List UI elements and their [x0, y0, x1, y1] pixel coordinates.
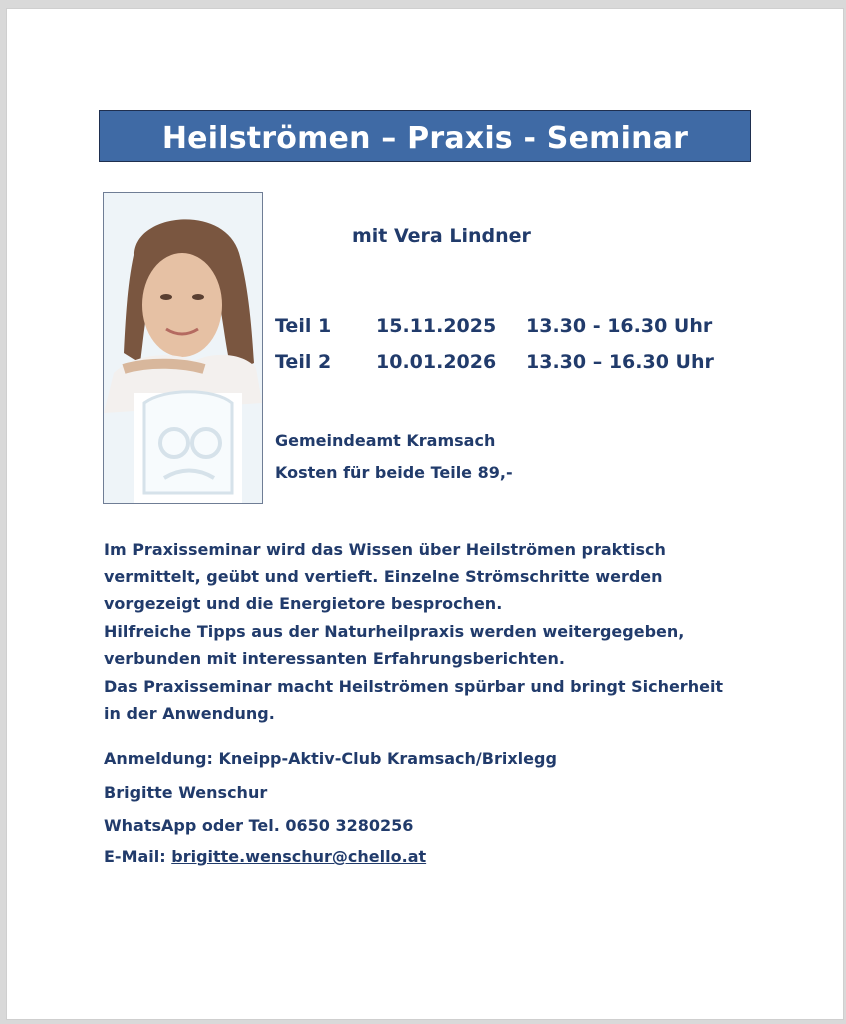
email-label: E-Mail:	[104, 847, 172, 866]
page-title: Heilströmen – Praxis - Seminar	[161, 121, 689, 156]
session-1-date: 15.11.2025	[376, 315, 497, 337]
contact-email-line	[104, 847, 426, 866]
session-1-part: Teil 1	[275, 315, 332, 337]
flyer-page	[6, 8, 844, 1020]
portrait-photo	[103, 192, 263, 504]
contact-phone: WhatsApp oder Tel. 0650 3280256	[104, 816, 414, 835]
presenter-line: mit Vera Lindner	[352, 225, 531, 247]
contact-name: Brigitte Wenschur	[104, 783, 268, 802]
description-line: in der Anwendung.	[104, 704, 275, 723]
description-line: Hilfreiche Tipps aus der Naturheilpraxis werden weitergegeben,	[104, 622, 685, 641]
description-line: vorgezeigt und die Energietore besprochen.	[104, 594, 503, 613]
email-link[interactable]: brigitte.wenschur@chello.at	[171, 847, 427, 866]
title-banner	[99, 110, 751, 162]
description-line: verbunden mit interessanten Erfahrungsberichten.	[104, 649, 565, 668]
session-2-time: 13.30 – 16.30 Uhr	[526, 351, 714, 373]
session-2-part: Teil 2	[275, 351, 332, 373]
cost: Kosten für beide Teile 89,-	[275, 463, 513, 482]
session-1-time: 13.30 - 16.30 Uhr	[526, 315, 713, 337]
registration-line: Anmeldung: Kneipp-Aktiv-Club Kramsach/Brixlegg	[104, 749, 557, 768]
description-line: Das Praxisseminar macht Heilströmen spürbar und bringt Sicherheit	[104, 677, 724, 696]
venue: Gemeindeamt Kramsach	[275, 431, 496, 450]
description-line: vermittelt, geübt und vertieft. Einzelne Strömschritte werden	[104, 567, 663, 586]
description-line: Im Praxisseminar wird das Wissen über Heilströmen praktisch	[104, 540, 666, 559]
session-2-date: 10.01.2026	[376, 351, 497, 373]
